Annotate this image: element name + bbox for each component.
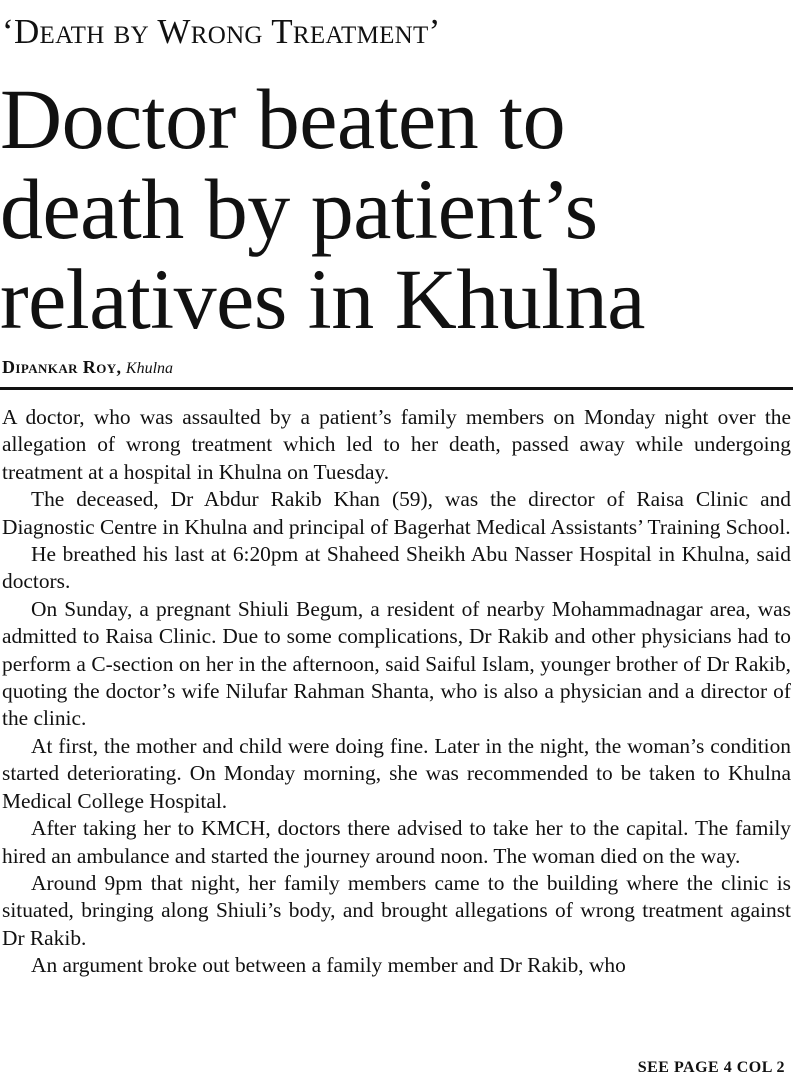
article-body (2, 404, 791, 980)
byline-location: Khulna (125, 360, 174, 377)
paragraph: On Sunday, a pregnant Shiuli Begum, a resident of nearby Mohammadnagar area, was admitted to Raisa Clinic. Due to some complications, Dr Rakib and other physicians had to perform a C-section on her in the afternoon, said Saiful Islam, younger brother of Dr Rakib, quoting the doctor’s wife Nilufar Rahman Shanta, who is also a physician and a director of the clinic. (2, 596, 791, 731)
byline (2, 356, 173, 380)
paragraph: A doctor, who was assaulted by a patient’s family members on Monday night over the allegation of wrong treatment which led to her death, passed away while undergoing treatment at a hospital in Khulna on Tuesday. (2, 405, 791, 484)
headline-divider (0, 387, 793, 390)
article-headline (0, 71, 790, 347)
paragraph: The deceased, Dr Abdur Rakib Khan (59), was the director of Raisa Clinic and Diagnostic Centre in Khulna and principal of Bagerhat Medical Assistants’ Training School. (2, 487, 791, 539)
headline-line-2: death by patient’s (0, 161, 598, 257)
headline-line-1: Doctor beaten to (0, 71, 566, 167)
paragraph: After taking her to KMCH, doctors there advised to take her to the capital. The family hired an ambulance and started the journey around noon. The woman died on the way. (2, 816, 791, 868)
paragraph: He breathed his last at 6:20pm at Shaheed Sheikh Abu Nasser Hospital in Khulna, said doctors. (2, 542, 791, 594)
byline-author: Dipankar Roy, (2, 357, 122, 377)
paragraph: An argument broke out between a family member and Dr Rakib, who (31, 953, 626, 978)
article-kicker: ‘Death by Wrong Treatment’ (2, 12, 441, 51)
continued-on-page-note: SEE PAGE 4 COL 2 (637, 1059, 785, 1076)
headline-line-3: relatives in Khulna (0, 251, 645, 347)
paragraph: At first, the mother and child were doing fine. Later in the night, the woman’s condition started deteriorating. On Monday morning, she was recommended to be taken to Khulna Medical College Hospital. (2, 733, 791, 813)
paragraph: Around 9pm that night, her family members came to the building where the clinic is situated, bringing along Shiuli’s body, and brought allegations of wrong treatment against Dr Rakib. (2, 870, 791, 950)
